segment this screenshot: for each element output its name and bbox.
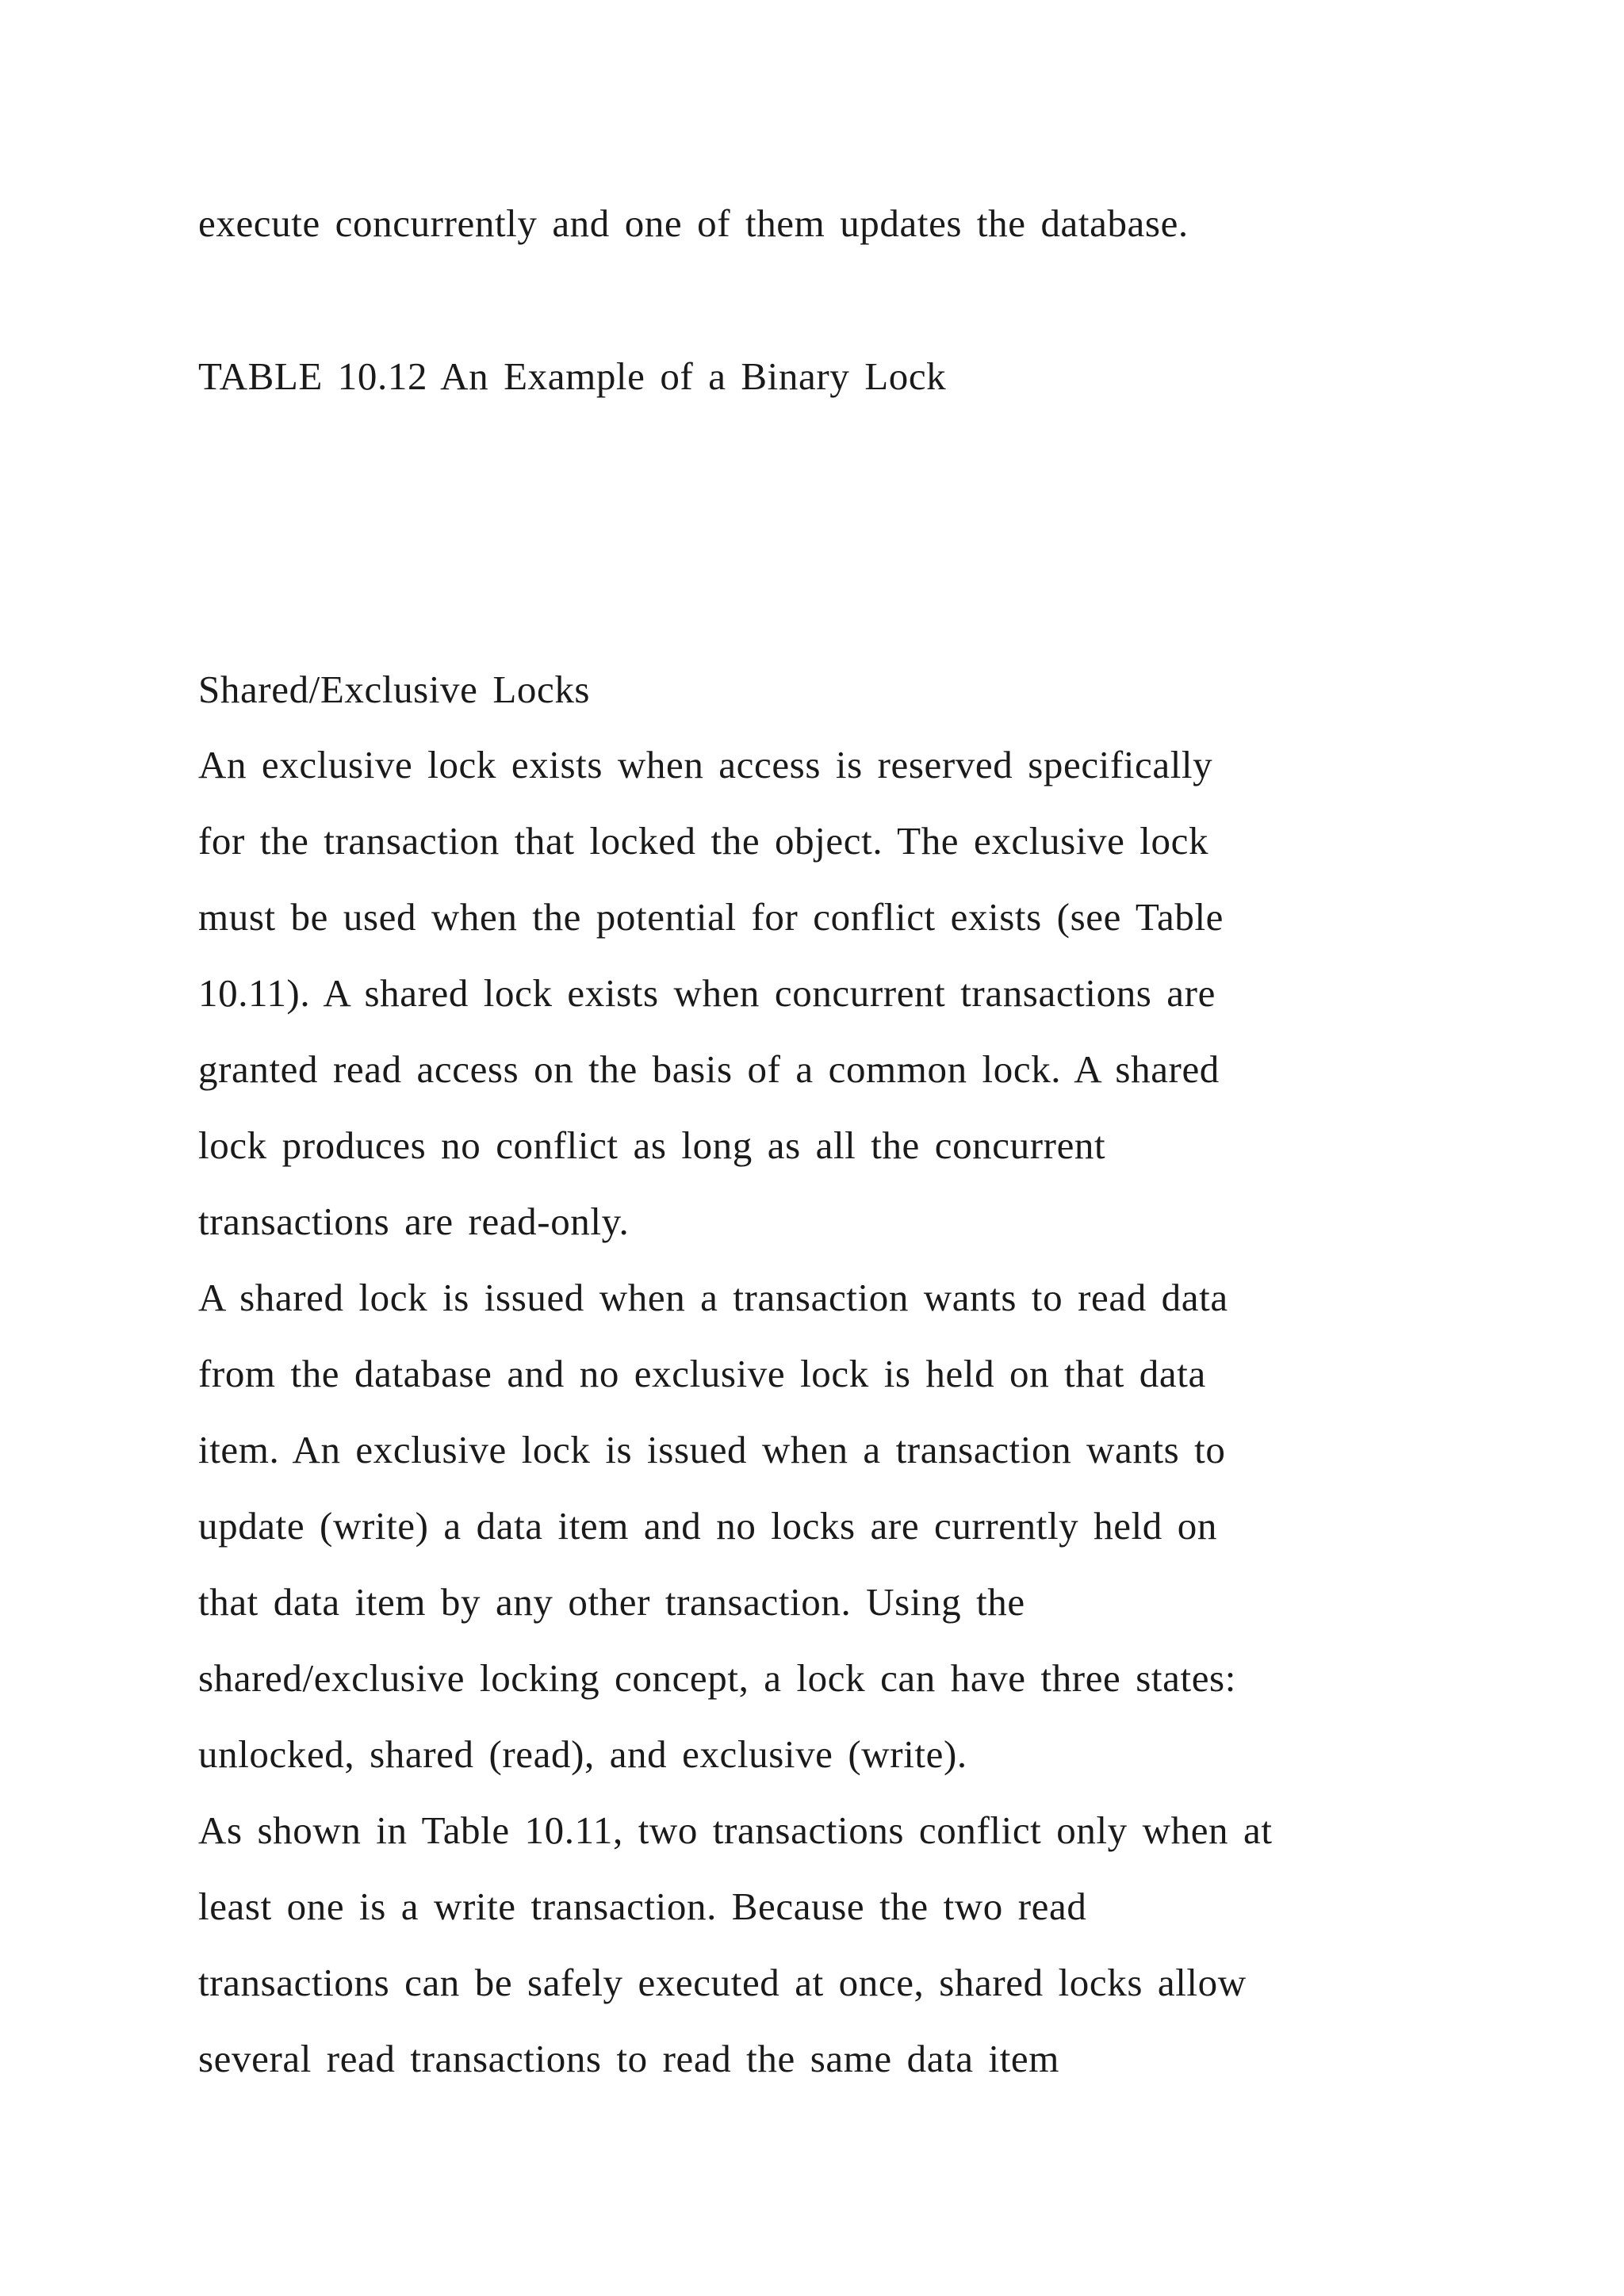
intro-line: execute concurrently and one of them updates the database. (198, 201, 1189, 245)
paragraph-line: update (write) a data item and no locks are currently held on (198, 1504, 1217, 1548)
paragraph-line: An exclusive lock exists when access is reserved specifically (198, 743, 1213, 786)
paragraph-line: lock produces no conflict as long as all the concurrent (198, 1123, 1106, 1167)
paragraph-line: transactions can be safely executed at once, shared locks allow (198, 1961, 1247, 2004)
paragraph-line: As shown in Table 10.11, two transactions conflict only when at (198, 1808, 1273, 1852)
paragraph-line: A shared lock is issued when a transaction wants to read data (198, 1276, 1228, 1319)
paragraph-line: shared/exclusive locking concept, a lock can have three states: (198, 1656, 1236, 1700)
paragraph-line: unlocked, shared (read), and exclusive (write). (198, 1732, 967, 1776)
paragraph-line: from the database and no exclusive lock is held on that data (198, 1352, 1206, 1395)
paragraph-line: 10.11). A shared lock exists when concurrent transactions are (198, 971, 1216, 1015)
paragraph-line: that data item by any other transaction. Using the (198, 1580, 1025, 1624)
paragraph-line: must be used when the potential for conflict exists (see Table (198, 895, 1224, 939)
paragraph-line: item. An exclusive lock is issued when a transaction wants to (198, 1428, 1226, 1471)
paragraph-line: transactions are read-only. (198, 1200, 630, 1243)
paragraph-line: several read transactions to read the same data item (198, 2037, 1059, 2080)
paragraph-line: least one is a write transaction. Because the two read (198, 1885, 1087, 1928)
table-caption: TABLE 10.12 An Example of a Binary Lock (198, 354, 947, 398)
section-heading: Shared/Exclusive Locks (198, 668, 591, 711)
paragraph-line: granted read access on the basis of a common lock. A shared (198, 1047, 1220, 1091)
paragraph-line: for the transaction that locked the object. The exclusive lock (198, 819, 1209, 863)
